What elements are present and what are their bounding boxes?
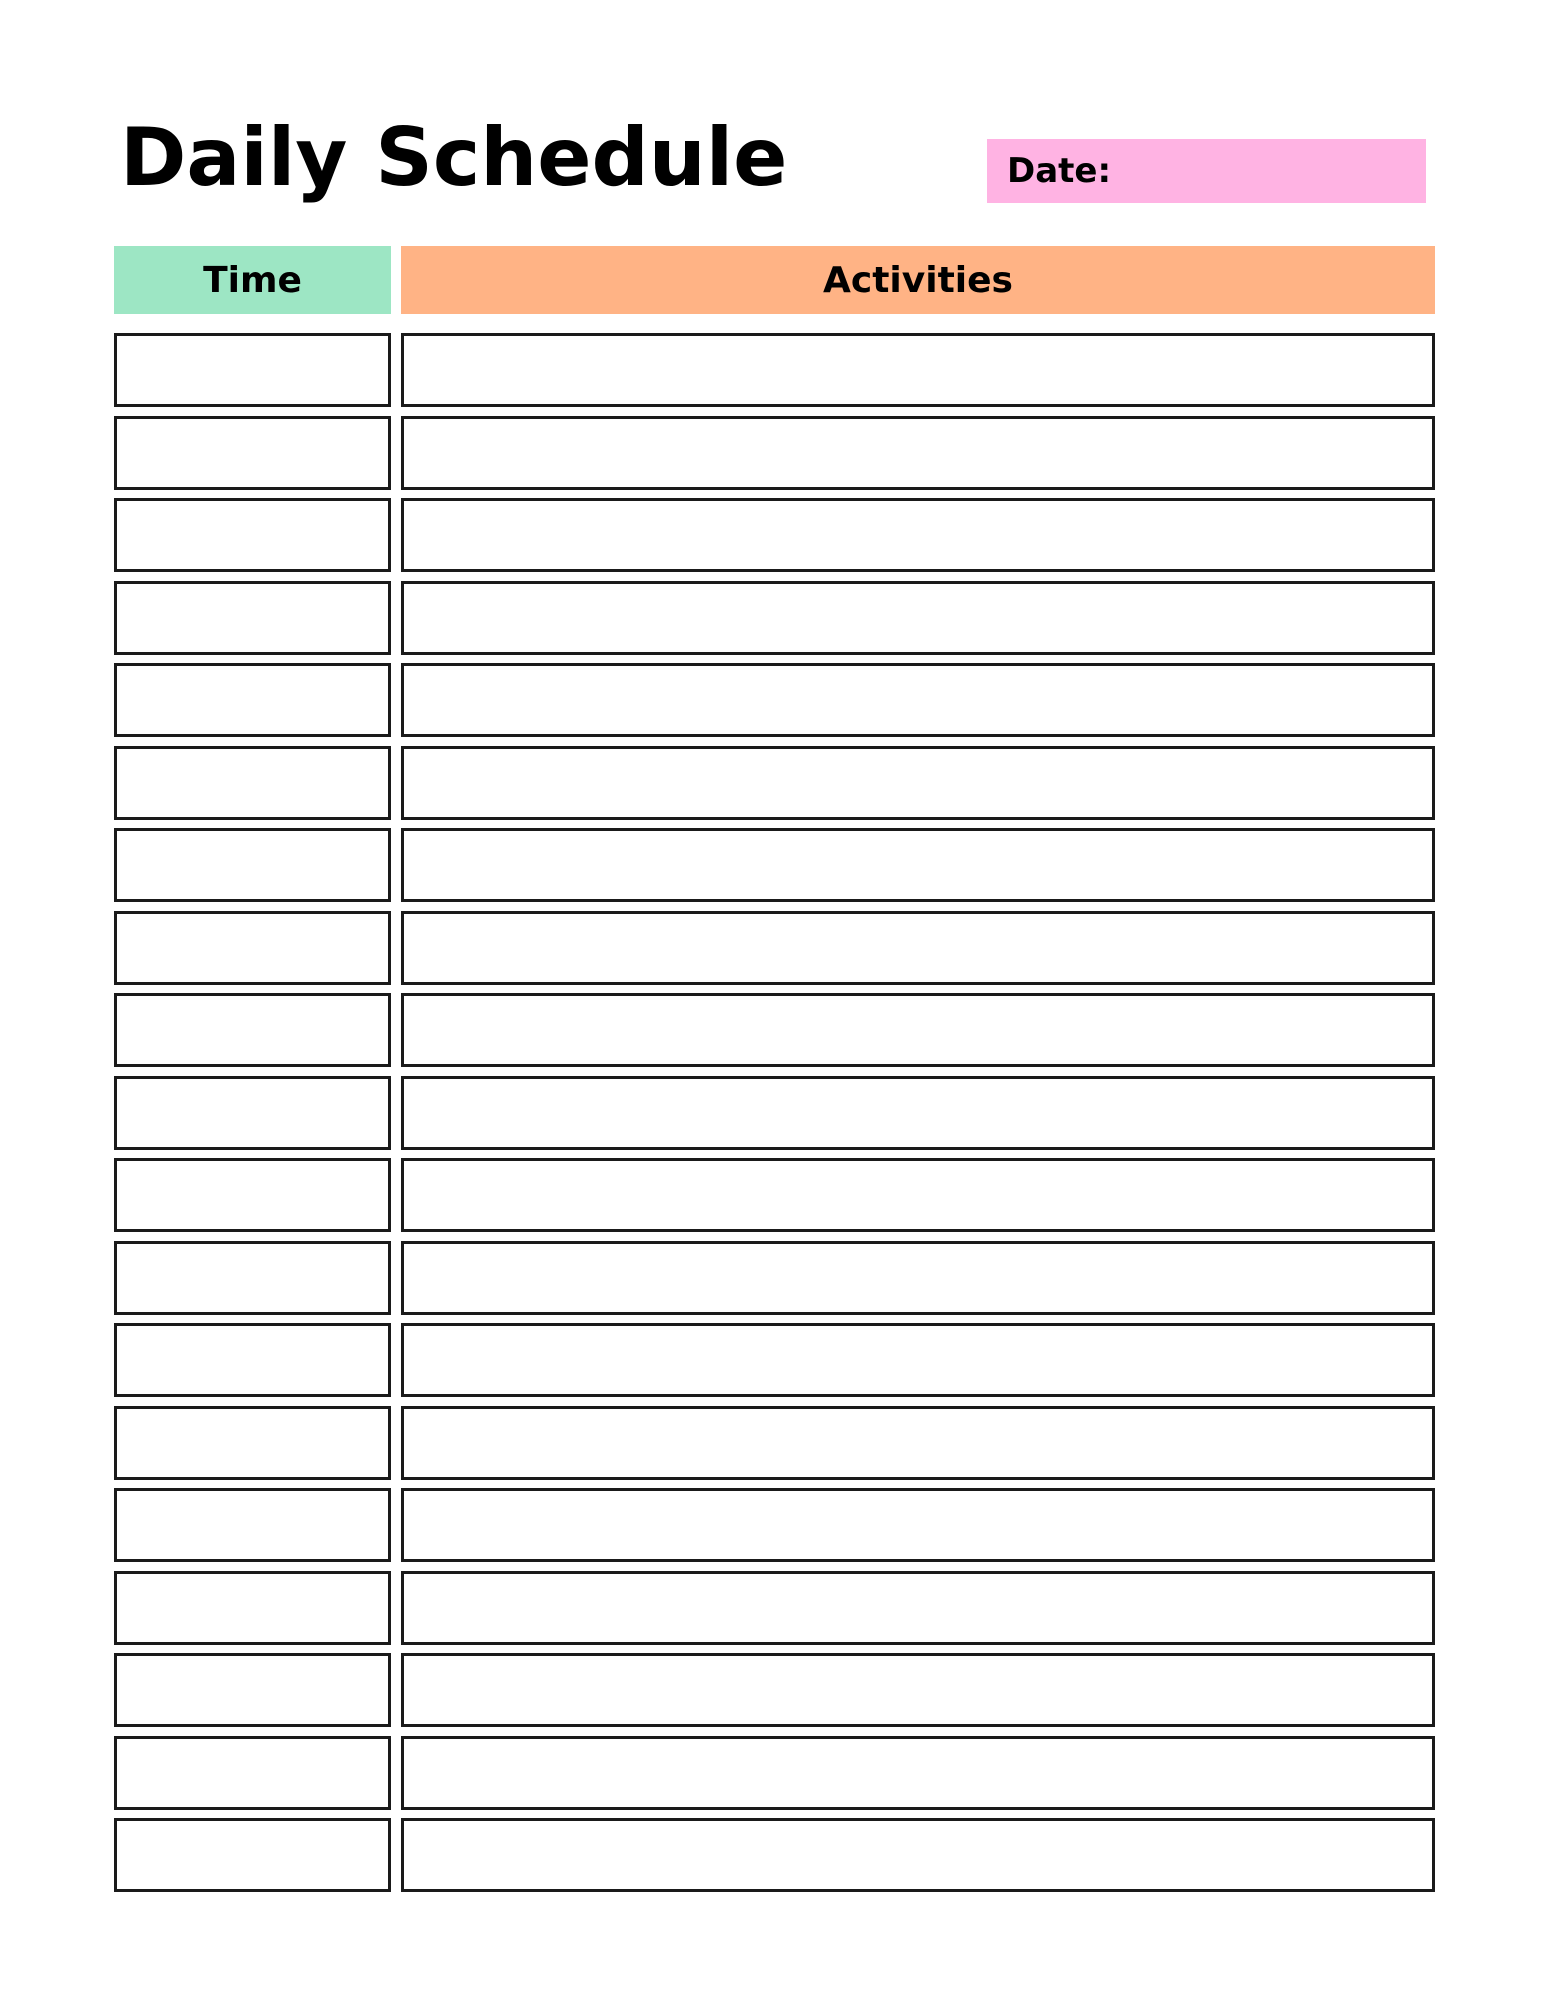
time-cell[interactable] — [114, 828, 391, 902]
schedule-row — [114, 333, 1435, 407]
schedule-row — [114, 1736, 1435, 1810]
time-cell[interactable] — [114, 1241, 391, 1315]
schedule-row — [114, 993, 1435, 1067]
activity-cell[interactable] — [401, 1571, 1435, 1645]
activity-cell[interactable] — [401, 498, 1435, 572]
activity-cell[interactable] — [401, 1076, 1435, 1150]
time-header-label: Time — [203, 259, 302, 301]
time-cell[interactable] — [114, 1488, 391, 1562]
schedule-row — [114, 1076, 1435, 1150]
schedule-row — [114, 1323, 1435, 1397]
activity-cell[interactable] — [401, 333, 1435, 407]
activity-cell[interactable] — [401, 993, 1435, 1067]
time-cell[interactable] — [114, 416, 391, 490]
activity-cell[interactable] — [401, 1818, 1435, 1892]
time-cell[interactable] — [114, 1818, 391, 1892]
activity-cell[interactable] — [401, 911, 1435, 985]
time-cell[interactable] — [114, 1076, 391, 1150]
time-cell[interactable] — [114, 746, 391, 820]
schedule-row — [114, 1488, 1435, 1562]
schedule-row — [114, 416, 1435, 490]
activity-cell[interactable] — [401, 828, 1435, 902]
time-cell[interactable] — [114, 1406, 391, 1480]
page-title: Daily Schedule — [120, 111, 788, 204]
schedule-row — [114, 828, 1435, 902]
time-cell[interactable] — [114, 1323, 391, 1397]
date-label: Date: — [1007, 151, 1112, 191]
activity-cell[interactable] — [401, 1736, 1435, 1810]
activity-cell[interactable] — [401, 1158, 1435, 1232]
time-cell[interactable] — [114, 498, 391, 572]
activities-column-header — [401, 246, 1435, 314]
activity-cell[interactable] — [401, 1653, 1435, 1727]
time-column-header — [114, 246, 391, 314]
activities-header-label: Activities — [823, 259, 1013, 301]
time-cell[interactable] — [114, 333, 391, 407]
schedule-row — [114, 663, 1435, 737]
schedule-row — [114, 581, 1435, 655]
activity-cell[interactable] — [401, 1241, 1435, 1315]
time-cell[interactable] — [114, 1158, 391, 1232]
schedule-row — [114, 911, 1435, 985]
activity-cell[interactable] — [401, 1406, 1435, 1480]
schedule-row — [114, 498, 1435, 572]
time-cell[interactable] — [114, 911, 391, 985]
activity-cell[interactable] — [401, 1323, 1435, 1397]
activity-cell[interactable] — [401, 416, 1435, 490]
date-field[interactable] — [987, 139, 1426, 203]
time-cell[interactable] — [114, 1653, 391, 1727]
time-cell[interactable] — [114, 1571, 391, 1645]
time-cell[interactable] — [114, 993, 391, 1067]
schedule-row — [114, 1818, 1435, 1892]
schedule-row — [114, 1571, 1435, 1645]
activity-cell[interactable] — [401, 746, 1435, 820]
activity-cell[interactable] — [401, 663, 1435, 737]
activity-cell[interactable] — [401, 1488, 1435, 1562]
schedule-rows — [114, 333, 1435, 1901]
schedule-row — [114, 1158, 1435, 1232]
schedule-row — [114, 746, 1435, 820]
time-cell[interactable] — [114, 581, 391, 655]
activity-cell[interactable] — [401, 581, 1435, 655]
schedule-row — [114, 1241, 1435, 1315]
time-cell[interactable] — [114, 1736, 391, 1810]
time-cell[interactable] — [114, 663, 391, 737]
schedule-row — [114, 1653, 1435, 1727]
schedule-row — [114, 1406, 1435, 1480]
